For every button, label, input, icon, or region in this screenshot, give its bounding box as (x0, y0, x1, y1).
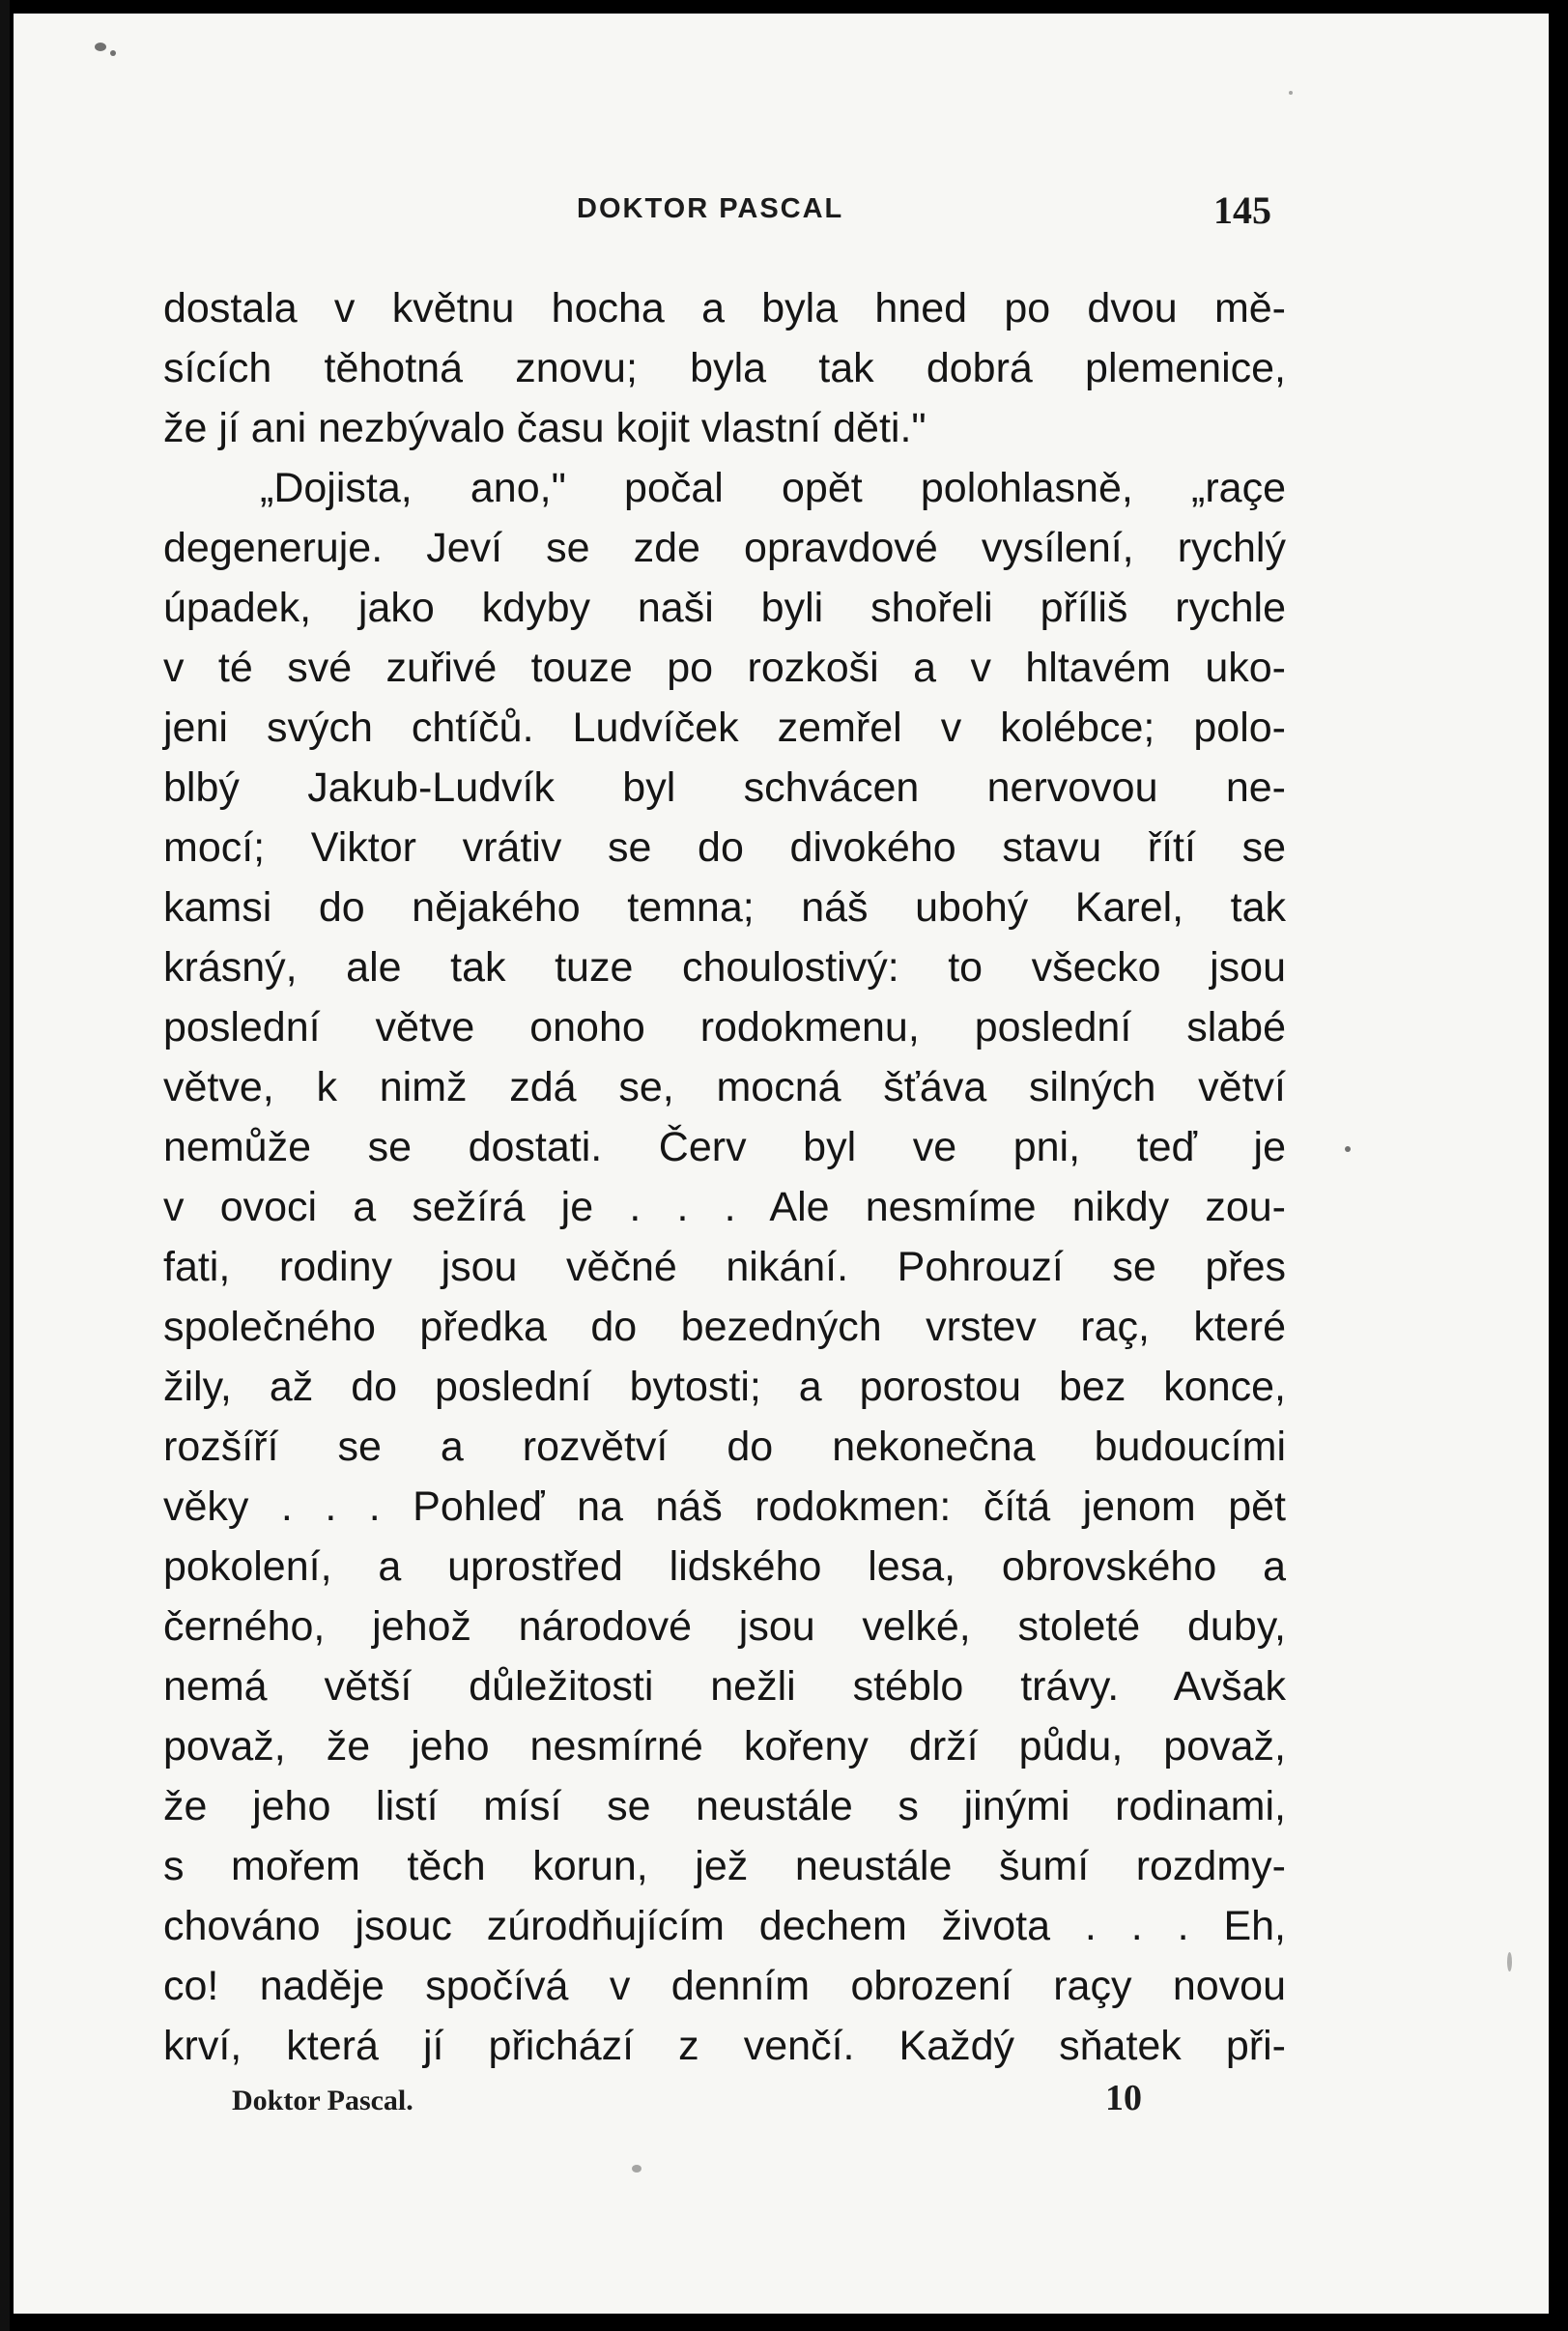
text-line: poslední větve onoho rodokmenu, poslední slabé (163, 1004, 1286, 1050)
text-line: společného předka do bezedných vrstev raç, které (163, 1304, 1286, 1350)
text-line: „Dojista, ano," počal opět polohlasně, „raçe (260, 465, 1286, 511)
scan-speck (95, 43, 106, 51)
body-text (163, 278, 1286, 2076)
scan-speck (1289, 91, 1293, 95)
text-line: dostala v květnu hocha a byla hned po dvou mě- (163, 285, 1286, 331)
text-line: jeni svých chtíčů. Ludvíček zemřel v kolébce; polo- (163, 705, 1286, 751)
text-line: mocí; Viktor vrátiv se do divokého stavu řítí se (163, 824, 1286, 871)
text-line: žily, až do poslední bytosti; a porostou bez konce, (163, 1364, 1286, 1410)
scan-speck (1507, 1952, 1512, 1971)
text-line: úpadek, jako kdyby naši byli shořeli příliš rychle (163, 585, 1286, 631)
text-line: věky . . . Pohleď na náš rodokmen: čítá jenom pět (163, 1483, 1286, 1530)
text-line: sících těhotná znovu; byla tak dobrá plemenice, (163, 345, 1286, 391)
text-line: že jeho listí mísí se neustále s jinými rodinami, (163, 1783, 1286, 1829)
page-header (14, 188, 1549, 242)
text-line: nemůže se dostati. Červ byl ve pni, teď je (163, 1124, 1286, 1170)
text-line: černého, jehož národové jsou velké, stoleté duby, (163, 1603, 1286, 1650)
text-line: co! naděje spočívá v denním obrození raçy novou (163, 1963, 1286, 2009)
text-line: v ovoci a sežírá je . . . Ale nesmíme nikdy zou- (163, 1184, 1286, 1230)
running-title: DOKTOR PASCAL (577, 193, 844, 224)
text-line: krásný, ale tak tuze choulostivý: to všecko jsou (163, 944, 1286, 991)
page-footer (14, 2078, 1549, 2133)
text-line: krví, která jí přichází z venčí. Každý sňatek při- (163, 2023, 1286, 2069)
signature-title: Doktor Pascal. (232, 2085, 413, 2116)
text-line: chováno jsouc zúrodňujícím dechem života . . . Eh, (163, 1903, 1286, 1949)
scan-speck (1345, 1146, 1351, 1152)
text-line: pokolení, a uprostřed lidského lesa, obrovského a (163, 1543, 1286, 1590)
text-line: degeneruje. Jeví se zde opravdové vysílení, rychlý (163, 525, 1286, 571)
text-line: větve, k nimž zdá se, mocná šťáva silných větví (163, 1064, 1286, 1110)
text-line: s mořem těch korun, jež neustále šumí rozdmy- (163, 1843, 1286, 1889)
text-line: že jí ani nezbývalo času kojit vlastní děti." (163, 405, 927, 451)
text-line: rozšíří se a rozvětví do nekonečna budoucími (163, 1424, 1286, 1470)
book-page (14, 14, 1549, 2314)
text-line: fati, rodiny jsou věčné nikání. Pohrouzí se přes (163, 1244, 1286, 1290)
scan-speck (632, 2165, 641, 2173)
text-line: v té své zuřivé touze po rozkoši a v hltavém uko- (163, 645, 1286, 691)
text-line: považ, že jeho nesmírné kořeny drží půdu, považ, (163, 1723, 1286, 1770)
page-number: 145 (1213, 188, 1271, 232)
text-line: kamsi do nějakého temna; náš ubohý Karel, tak (163, 884, 1286, 931)
sheet-number: 10 (1105, 2078, 1142, 2118)
scan-border-left (0, 0, 10, 2331)
text-line: nemá větší důležitosti nežli stéblo trávy. Avšak (163, 1663, 1286, 1710)
scan-speck (110, 50, 116, 56)
text-line: blbý Jakub-Ludvík byl schvácen nervovou ne- (163, 764, 1286, 811)
